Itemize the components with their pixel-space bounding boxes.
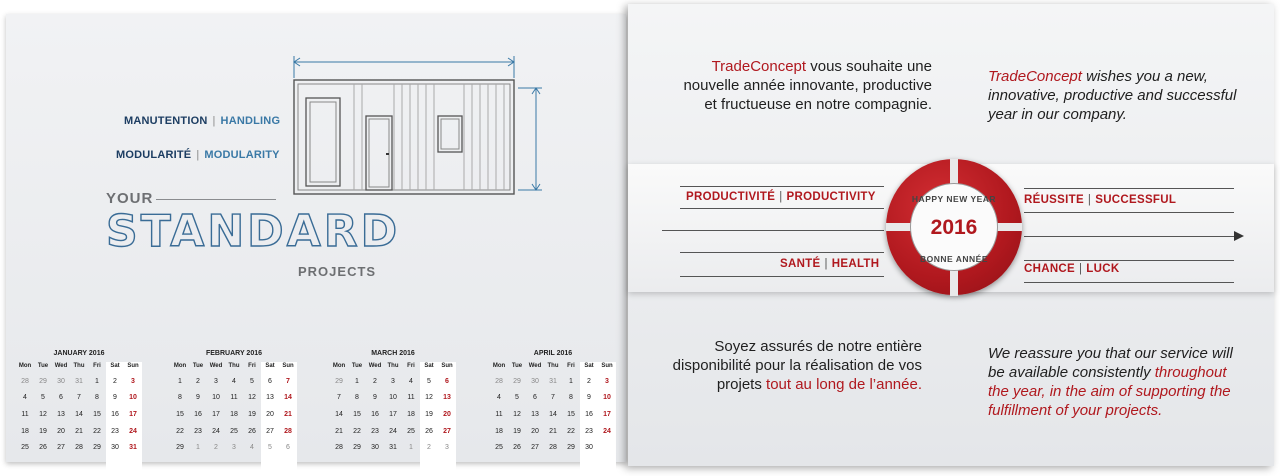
calendar-day: 5 [427, 377, 431, 385]
calendar-day: 30 [531, 377, 539, 385]
calendar-day: 16 [585, 410, 593, 418]
band-line [1024, 282, 1234, 283]
reassure-line-1: Soyez assurés de notre entière [714, 338, 922, 355]
band-line [680, 276, 884, 277]
greeting-line-3: et fructueuse en notre compagnie. [704, 96, 932, 113]
calendar-day: 30 [111, 444, 119, 452]
weekday-label: Sun [127, 363, 139, 369]
calendar-day: 7 [286, 377, 290, 385]
calendar-day: 21 [549, 427, 557, 435]
weekday-label: Wed [368, 363, 382, 369]
weekday-label: Thu [73, 363, 85, 369]
calendar-day: 27 [443, 427, 451, 435]
calendar-day: 28 [21, 377, 29, 385]
calendar-day: 27 [57, 444, 65, 452]
separator: | [1079, 263, 1083, 275]
calendar-day: 29 [93, 444, 101, 452]
weekday-label: Sat [265, 363, 275, 369]
weekday-label: Tue [192, 363, 204, 369]
calendar-day: 31 [549, 377, 557, 385]
calendar-day: 3 [445, 444, 449, 452]
separator: | [824, 258, 828, 270]
calendar-day: 31 [75, 377, 83, 385]
reassure-line-2a: be available consistently [988, 364, 1155, 381]
calendar-day: 12 [248, 394, 256, 402]
calendar-day: 2 [427, 444, 431, 452]
calendar-day: 31 [389, 444, 397, 452]
calendar-day: 28 [284, 427, 292, 435]
calendar-day: 21 [335, 427, 343, 435]
band-line [1024, 188, 1234, 189]
wish-en: HEALTH [831, 258, 880, 270]
calendar-day: 21 [75, 427, 83, 435]
calendar-weekday-header [16, 363, 142, 369]
calendar-day: 30 [585, 444, 593, 452]
calendar-day: 2 [587, 377, 591, 385]
greeting-line-2: innovative, productive and successful [988, 87, 1237, 104]
calendar-day: 10 [389, 394, 397, 402]
calendar-week-row [16, 406, 142, 423]
calendar-day: 5 [41, 394, 45, 402]
category-fr: MANUTENTION [124, 115, 208, 127]
wish-productivity [686, 191, 876, 203]
calendar-day: 22 [567, 427, 575, 435]
calendar-day: 15 [353, 410, 361, 418]
calendar-month [16, 350, 142, 456]
calendar-day: 13 [266, 394, 274, 402]
calendar-day: 13 [57, 410, 65, 418]
badge-seam [886, 223, 912, 231]
calendar-day: 19 [39, 427, 47, 435]
calendar-day: 7 [77, 394, 81, 402]
wish-fr: RÉUSSITE [1024, 194, 1084, 206]
calendar-day: 24 [389, 427, 397, 435]
right-page [628, 4, 1274, 466]
calendar-day: 1 [569, 377, 573, 385]
calendar-month-title: MARCH 2016 [371, 350, 415, 357]
calendar-day: 5 [515, 394, 519, 402]
your-label: YOUR [106, 190, 154, 207]
reassure-line-3b: tout au long de l’année. [766, 376, 922, 393]
calendar-day: 30 [371, 444, 379, 452]
calendar-month-title: FEBRUARY 2016 [205, 350, 263, 357]
brand-name: TradeConcept [711, 58, 807, 75]
calendar-day: 24 [603, 427, 611, 435]
band-line [1024, 212, 1234, 213]
calendar-week-row [16, 390, 142, 407]
wish-success [1024, 194, 1176, 206]
calendar-day: 6 [533, 394, 537, 402]
wish-health [780, 258, 879, 270]
calendar-day: 1 [178, 377, 182, 385]
category-en: MODULARITY [204, 149, 280, 161]
weekday-label: Sat [584, 363, 594, 369]
band-line [680, 186, 884, 187]
weekday-label: Wed [54, 363, 68, 369]
calendar-day: 22 [93, 427, 101, 435]
wish-fr: CHANCE [1024, 263, 1075, 275]
calendar-day: 24 [129, 427, 137, 435]
calendar-day: 10 [212, 394, 220, 402]
calendar-weekday-header [490, 363, 616, 369]
calendar-day: 17 [603, 410, 611, 418]
wish-en: SUCCESSFUL [1095, 194, 1177, 206]
wish-fr: SANTÉ [780, 258, 821, 270]
calendar-day: 16 [111, 410, 119, 418]
calendar-week-row [490, 390, 616, 407]
calendar-day: 13 [443, 394, 451, 402]
reassure-line-2b: throughout [1154, 364, 1227, 381]
calendar-day: 10 [603, 394, 611, 402]
reassure-line-3: the year, in the aim of supporting the [988, 383, 1231, 400]
calendar-day: 4 [23, 394, 27, 402]
calendar-day: 17 [129, 410, 137, 418]
calendar-week-row [330, 439, 456, 456]
calendar-day: 2 [113, 377, 117, 385]
calendar-day: 9 [373, 394, 377, 402]
weekday-label: Sun [441, 363, 453, 369]
calendar-week-row [16, 373, 142, 390]
category-fr: MODULARITÉ [116, 149, 192, 161]
calendar-month-title: APRIL 2016 [533, 350, 573, 357]
calendar-day: 1 [95, 377, 99, 385]
calendar-day: 29 [353, 444, 361, 452]
wish-en: PRODUCTIVITY [786, 191, 876, 203]
calendar-day: 3 [391, 377, 395, 385]
calendar-day: 23 [585, 427, 593, 435]
calendar-week-row [16, 439, 142, 456]
separator: | [779, 191, 783, 203]
calendar-day: 29 [39, 377, 47, 385]
english-greeting [988, 67, 1258, 124]
calendar-day: 26 [39, 444, 47, 452]
reassure-line-4: fulfillment of your projects. [988, 402, 1163, 419]
calendar-day: 6 [445, 377, 449, 385]
calendar-day: 8 [569, 394, 573, 402]
calendar-day: 1 [409, 444, 413, 452]
weekday-label: Sat [110, 363, 120, 369]
calendar-day: 8 [355, 394, 359, 402]
calendar-day: 25 [230, 427, 238, 435]
calendar-day: 27 [531, 444, 539, 452]
band-line [662, 230, 884, 231]
weekday-label: Sat [424, 363, 434, 369]
calendar-day: 7 [551, 394, 555, 402]
calendar-day: 14 [549, 410, 557, 418]
projects-label: PROJECTS [298, 264, 377, 279]
arrow-line [1024, 236, 1238, 237]
brand-name: TradeConcept [988, 68, 1082, 85]
calendar-day: 26 [248, 427, 256, 435]
calendar-day: 25 [21, 444, 29, 452]
calendar-day: 17 [212, 410, 220, 418]
calendar-weekday-header [330, 363, 456, 369]
calendar-month [330, 350, 456, 456]
calendar-day: 9 [196, 394, 200, 402]
calendar-day: 23 [371, 427, 379, 435]
badge-seam [996, 223, 1022, 231]
calendar-day: 16 [371, 410, 379, 418]
calendar-week-row [330, 423, 456, 440]
calendar-week-row [490, 406, 616, 423]
badge-seam [950, 270, 958, 296]
calendar-week-row [16, 423, 142, 440]
category-en: HANDLING [220, 115, 281, 127]
calendar-week-row [490, 423, 616, 440]
band-line [1024, 260, 1234, 261]
calendar-day: 27 [266, 427, 274, 435]
calendar-day: 15 [567, 410, 575, 418]
weekday-label: Mon [173, 363, 187, 369]
calendar-day: 30 [57, 377, 65, 385]
calendar-week-row [330, 373, 456, 390]
calendar-day: 2 [214, 444, 218, 452]
calendar-week-row [171, 373, 297, 390]
calendar-month [171, 350, 297, 456]
weekday-label: Tue [511, 363, 523, 369]
band-line [680, 208, 884, 209]
calendar-day: 4 [250, 444, 254, 452]
calendar-day: 11 [495, 410, 503, 418]
calendar-day: 8 [178, 394, 182, 402]
calendar-day: 28 [495, 377, 503, 385]
calendar-day: 12 [39, 410, 47, 418]
weekday-label: Tue [37, 363, 49, 369]
calendar-day: 5 [268, 444, 272, 452]
calendar-day: 4 [497, 394, 501, 402]
badge-year: 2016 [930, 216, 978, 239]
calendar-day: 3 [605, 377, 609, 385]
category-modularity [116, 149, 280, 161]
calendar-day: 11 [407, 394, 415, 402]
calendar-day: 5 [250, 377, 254, 385]
calendar-day: 14 [284, 394, 292, 402]
calendar-day: 2 [373, 377, 377, 385]
calendar-week-row [490, 439, 616, 456]
calendar-day: 18 [21, 427, 29, 435]
calendar-day: 24 [212, 427, 220, 435]
badge-top-text: HAPPY NEW YEAR [911, 194, 997, 204]
calendar-day: 23 [194, 427, 202, 435]
badge-bottom-text: BONNE ANNÉE [920, 254, 988, 264]
weekday-label: Sun [282, 363, 294, 369]
calendar-week-row [171, 406, 297, 423]
calendar-day: 20 [57, 427, 65, 435]
calendar-day: 21 [284, 410, 292, 418]
reassure-line-1: We reassure you that our service will [988, 345, 1233, 362]
calendar-day: 4 [409, 377, 413, 385]
greeting-line-1: vous souhaite une [806, 58, 932, 75]
reassure-line-3a: projets [716, 376, 767, 393]
calendar-day: 7 [337, 394, 341, 402]
separator: | [212, 115, 216, 127]
wish-en: LUCK [1086, 263, 1120, 275]
calendar-day: 13 [531, 410, 539, 418]
calendar-week-row [171, 423, 297, 440]
calendar-week-row [330, 390, 456, 407]
calendar-month [490, 350, 616, 456]
left-page [6, 14, 626, 462]
calendar-day: 11 [21, 410, 29, 418]
calendar-day: 31 [129, 444, 137, 452]
calendar-day: 29 [335, 377, 343, 385]
calendar-day: 19 [513, 427, 521, 435]
weekday-label: Thu [228, 363, 240, 369]
container-blueprint-illustration [288, 54, 550, 204]
band-line [680, 252, 884, 253]
calendar-day: 14 [75, 410, 83, 418]
calendar-day: 26 [513, 444, 521, 452]
standard-title: STANDARD [106, 206, 401, 257]
calendar-day: 19 [248, 410, 256, 418]
weekday-label: Tue [351, 363, 363, 369]
weekday-label: Mon [18, 363, 32, 369]
wish-fr: PRODUCTIVITÉ [686, 191, 776, 203]
calendar-day: 28 [549, 444, 557, 452]
weekday-label: Fri [567, 363, 575, 369]
calendar-day: 18 [407, 410, 415, 418]
calendar-day: 20 [266, 410, 274, 418]
weekday-label: Fri [93, 363, 101, 369]
weekday-label: Mon [492, 363, 506, 369]
calendar-day: 23 [111, 427, 119, 435]
french-greeting [672, 57, 932, 114]
calendar-day: 3 [232, 444, 236, 452]
badge-seam [950, 159, 958, 185]
weekday-label: Wed [528, 363, 542, 369]
category-handling [124, 115, 280, 127]
calendar-day: 10 [129, 394, 137, 402]
calendar-day: 9 [113, 394, 117, 402]
calendar-day: 28 [75, 444, 83, 452]
calendar-weekday-header [171, 363, 297, 369]
calendar-day: 17 [389, 410, 397, 418]
calendar-day: 20 [443, 410, 451, 418]
french-reassurance [658, 337, 922, 394]
calendar-day: 28 [335, 444, 343, 452]
calendar-day: 1 [355, 377, 359, 385]
weekday-label: Mon [332, 363, 346, 369]
calendar-day: 22 [353, 427, 361, 435]
calendar-day: 26 [425, 427, 433, 435]
calendar-day: 8 [95, 394, 99, 402]
greeting-line-3: year in our company. [988, 106, 1127, 123]
calendar-week-row [490, 373, 616, 390]
calendar-day: 19 [425, 410, 433, 418]
calendar-day: 20 [531, 427, 539, 435]
wish-luck [1024, 263, 1119, 275]
your-underline [156, 199, 276, 200]
calendar-week-row [171, 439, 297, 456]
calendar-day: 2 [196, 377, 200, 385]
calendar-day: 29 [513, 377, 521, 385]
calendar-day: 6 [286, 444, 290, 452]
calendar-day: 4 [232, 377, 236, 385]
calendar-day: 3 [131, 377, 135, 385]
greeting-line-2: nouvelle année innovante, productive [683, 77, 932, 94]
calendar-week-row [330, 406, 456, 423]
weekday-label: Wed [209, 363, 223, 369]
separator: | [196, 149, 200, 161]
calendar-day: 22 [176, 427, 184, 435]
weekday-label: Thu [387, 363, 399, 369]
calendar-day: 6 [59, 394, 63, 402]
calendar-day: 1 [196, 444, 200, 452]
calendar-day: 12 [425, 394, 433, 402]
weekday-label: Thu [547, 363, 559, 369]
calendar-day: 14 [335, 410, 343, 418]
english-reassurance [988, 344, 1258, 420]
calendar-day: 3 [214, 377, 218, 385]
calendar-day: 6 [268, 377, 272, 385]
reassure-line-2: disponibilité pour la réalisation de vos [672, 357, 922, 374]
calendar-day: 25 [407, 427, 415, 435]
calendar-day: 12 [513, 410, 521, 418]
arrow-head-icon [1234, 231, 1246, 241]
calendar-day: 15 [93, 410, 101, 418]
weekday-label: Sun [601, 363, 613, 369]
calendar-day: 29 [567, 444, 575, 452]
calendar-month-title: JANUARY 2016 [53, 350, 105, 357]
calendar-day: 18 [230, 410, 238, 418]
calendar-day: 25 [495, 444, 503, 452]
calendar-day: 11 [230, 394, 238, 402]
calendar-day: 29 [176, 444, 184, 452]
weekday-label: Fri [248, 363, 256, 369]
calendar-week-row [171, 390, 297, 407]
calendar-day: 9 [587, 394, 591, 402]
calendar-day: 15 [176, 410, 184, 418]
calendar-day: 16 [194, 410, 202, 418]
greeting-line-1: wishes you a new, [1081, 68, 1208, 85]
weekday-label: Fri [407, 363, 415, 369]
separator: | [1087, 194, 1092, 206]
calendar-day: 18 [495, 427, 503, 435]
